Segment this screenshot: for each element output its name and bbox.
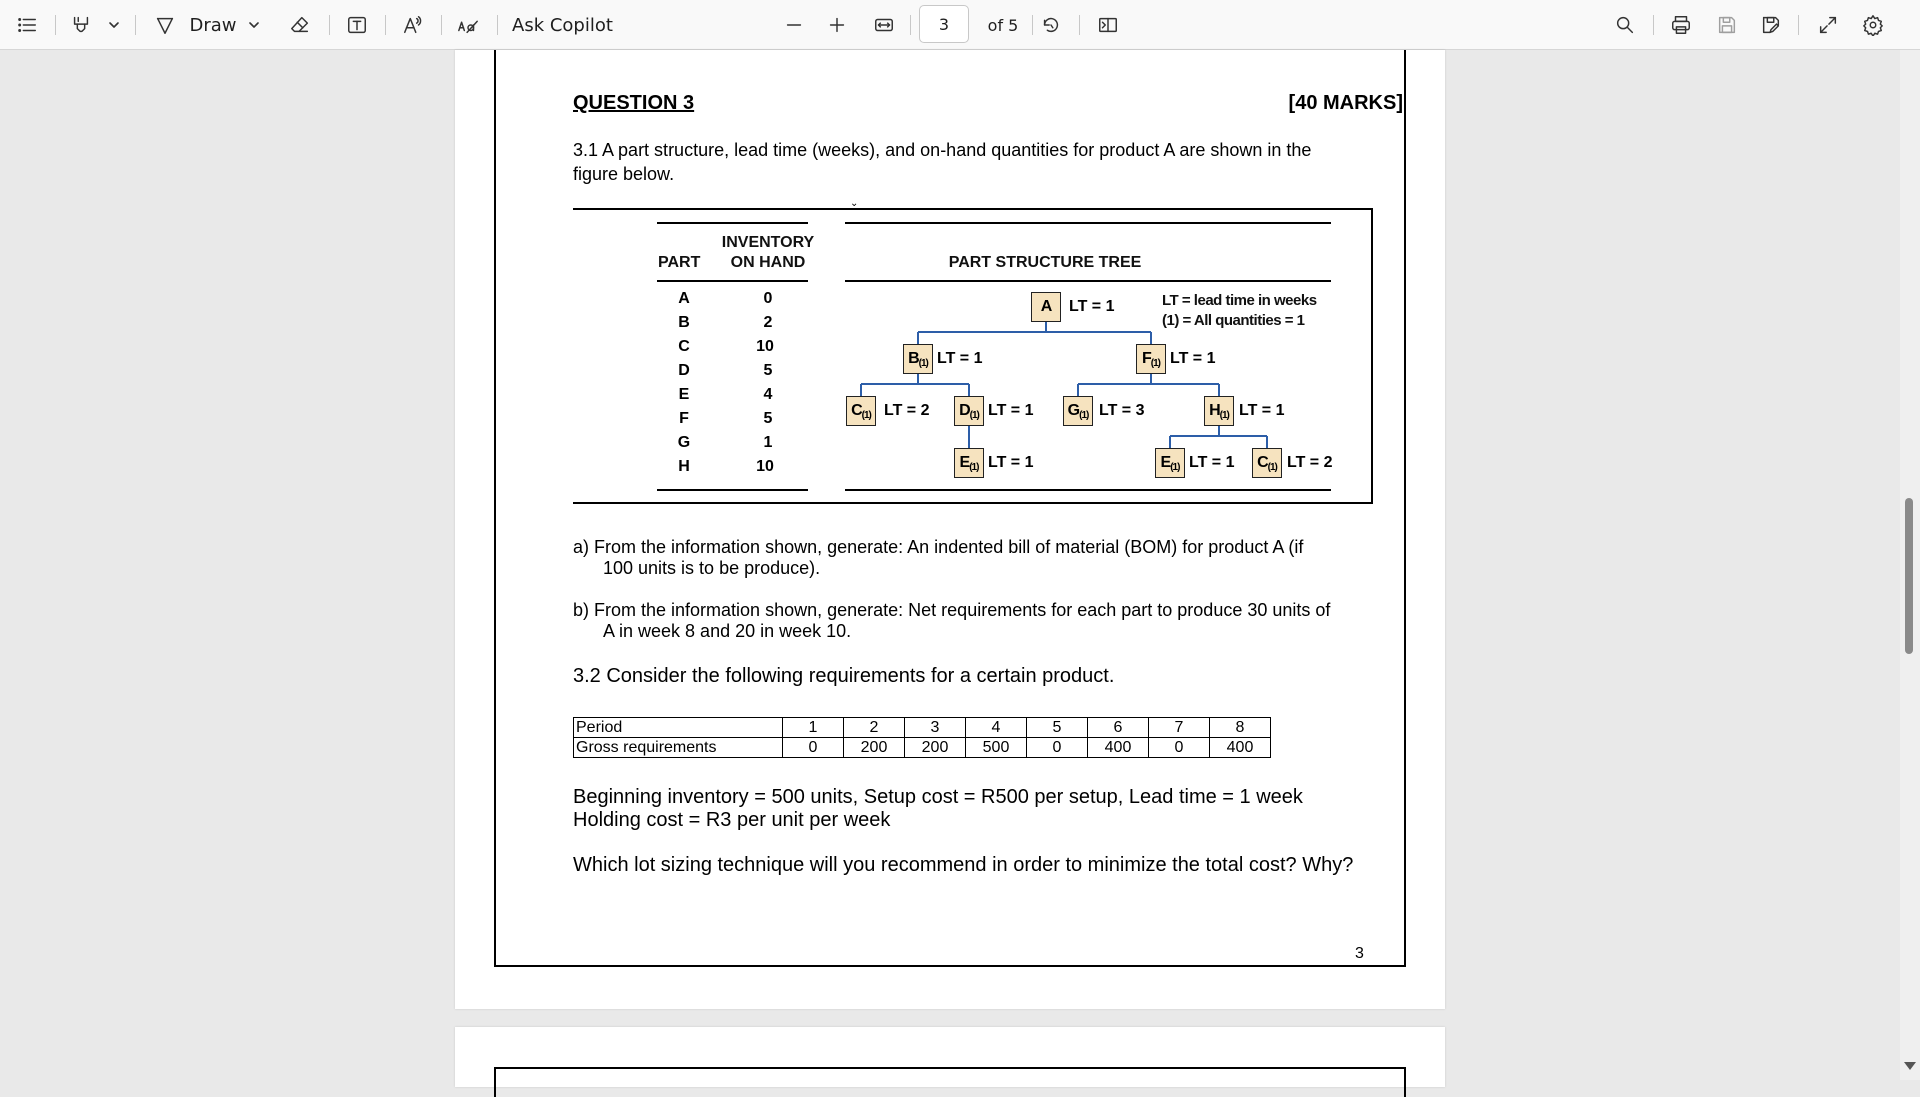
node-c-under-h-lt: LT = 2 <box>1287 454 1333 471</box>
rotate-icon[interactable] <box>1036 0 1066 50</box>
contents-menu-icon[interactable] <box>12 0 42 50</box>
on-hand-value: 5 <box>763 410 773 427</box>
on-hand-value: 1 <box>763 434 773 451</box>
settings-gear-icon[interactable] <box>1858 0 1888 50</box>
on-hand-value: 10 <box>756 338 774 355</box>
part-header: PART <box>658 254 701 271</box>
node-e-under-h: E $_{(1)}$ <box>1155 448 1185 478</box>
question-title: QUESTION 3 <box>573 92 695 114</box>
inventory-header-line1: INVENTORY <box>721 234 815 251</box>
ask-copilot-button[interactable] <box>512 0 622 50</box>
page-total <box>978 0 1028 50</box>
figure-anchor-mark: ⌄ <box>850 198 859 209</box>
cost-line-1: Beginning inventory = 500 units, Setup cost = R500 per setup, Lead time = 1 week <box>573 786 1303 808</box>
draw-pen-icon[interactable] <box>150 0 180 50</box>
inventory-header-line2: ON HAND <box>730 254 806 271</box>
zoom-in-icon[interactable] <box>822 0 852 50</box>
gross-cell: 0 <box>1027 738 1088 758</box>
period-label: Period <box>574 718 783 738</box>
part-row: G <box>677 434 691 451</box>
gross-requirements-label: Gross requirements <box>574 738 783 758</box>
question-marks: [40 MARKS] <box>1288 92 1403 114</box>
node-h: H $_{(1)}$ <box>1204 396 1234 426</box>
node-g-lt: LT = 3 <box>1099 402 1145 419</box>
node-b-lt: LT = 1 <box>937 350 983 367</box>
gross-cell: 200 <box>905 738 966 758</box>
node-c-lt: LT = 2 <box>884 402 930 419</box>
part-b-line-2: A in week 8 and 20 in week 10. <box>603 621 852 641</box>
fit-to-width-icon[interactable] <box>868 0 900 50</box>
on-hand-value: 10 <box>756 458 774 475</box>
node-e-under-h-lt: LT = 1 <box>1189 454 1235 471</box>
part-row: F <box>679 410 689 427</box>
part-structure-figure <box>573 198 1373 504</box>
node-f-lt: LT = 1 <box>1170 350 1216 367</box>
node-h-lt: LT = 1 <box>1239 402 1285 419</box>
node-c-under-h: C $_{(1)}$ <box>1252 448 1282 478</box>
node-a-lt: LT = 1 <box>1069 298 1115 315</box>
read-aloud-icon[interactable] <box>398 0 428 50</box>
add-text-icon[interactable] <box>342 0 372 50</box>
draw-options-chevron-icon[interactable] <box>244 0 264 50</box>
period-cell: 4 <box>966 718 1027 738</box>
gross-cell: 500 <box>966 738 1027 758</box>
legend-line-2: (1) = All quantities = 1 <box>1162 312 1305 329</box>
pdf-toolbar <box>0 0 1920 50</box>
intro-line-2: figure below. <box>573 164 675 184</box>
part-row: C <box>678 338 690 355</box>
node-d-lt: LT = 1 <box>988 402 1034 419</box>
save-as-icon[interactable] <box>1756 0 1786 50</box>
eraser-icon[interactable] <box>285 0 315 50</box>
scrollbar-thumb[interactable] <box>1905 498 1913 654</box>
page-total-label: of 5 <box>987 15 1019 35</box>
draw-button[interactable] <box>188 0 238 50</box>
gross-cell: 0 <box>1149 738 1210 758</box>
part-b-line-1: b) From the information shown, generate: Net requirements for each part to produce 30 units of <box>573 600 1331 620</box>
intro-line-1: 3.1 A part structure, lead time (weeks), and on-hand quantities for product A are shown in the <box>573 140 1312 160</box>
part-row: B <box>678 314 690 331</box>
page-number-input[interactable] <box>919 5 969 43</box>
page-view-icon[interactable] <box>1092 0 1124 50</box>
node-b: B $_{(1)}$ <box>903 344 933 374</box>
highlight-icon[interactable] <box>66 0 96 50</box>
requirements-table <box>573 717 1271 758</box>
period-cell: 1 <box>783 718 844 738</box>
print-icon[interactable] <box>1666 0 1696 50</box>
fullscreen-icon[interactable] <box>1813 0 1843 50</box>
gross-requirements-row <box>574 738 1271 758</box>
highlight-options-chevron-icon[interactable] <box>104 0 124 50</box>
ask-copilot-label: Ask Copilot <box>512 14 613 36</box>
on-hand-value: 5 <box>763 362 773 379</box>
part-row: D <box>678 362 690 379</box>
period-cell: 8 <box>1210 718 1271 738</box>
tree-header: PART STRUCTURE TREE <box>948 254 1142 271</box>
node-e-under-d: E $_{(1)}$ <box>954 448 984 478</box>
document-page-3 <box>455 50 1445 1009</box>
on-hand-value: 2 <box>763 314 773 331</box>
node-c: C $_{(1)}$ <box>846 396 876 426</box>
node-f: F $_{(1)}$ <box>1136 344 1166 374</box>
zoom-out-icon[interactable] <box>779 0 809 50</box>
part-a-line-2: 100 units is to be produce). <box>603 558 821 578</box>
document-page-4 <box>455 1027 1445 1087</box>
part-row: H <box>678 458 690 475</box>
period-cell: 5 <box>1027 718 1088 738</box>
on-hand-value: 4 <box>763 386 773 403</box>
node-a: A <box>1031 292 1061 322</box>
gross-cell: 400 <box>1210 738 1271 758</box>
question-line: Which lot sizing technique will you recommend in order to minimize the total cost? Why? <box>573 854 1354 876</box>
part-row: E <box>678 386 690 403</box>
node-g: G $_{(1)}$ <box>1063 396 1093 426</box>
scroll-down-arrow-icon[interactable] <box>1904 1062 1916 1070</box>
page-number: 3 <box>1355 945 1364 962</box>
period-cell: 3 <box>905 718 966 738</box>
period-row <box>574 718 1271 738</box>
on-hand-value: 0 <box>763 290 773 307</box>
save-icon[interactable] <box>1712 0 1742 50</box>
page-border <box>494 1067 1406 1097</box>
node-d: D $_{(1)}$ <box>954 396 984 426</box>
part-row: A <box>678 290 690 307</box>
legend-line-1: LT = lead time in weeks <box>1162 292 1317 309</box>
period-cell: 2 <box>844 718 905 738</box>
period-cell: 6 <box>1088 718 1149 738</box>
period-cell: 7 <box>1149 718 1210 738</box>
gross-cell: 0 <box>783 738 844 758</box>
cost-line-2: Holding cost = R3 per unit per week <box>573 809 891 831</box>
translate-icon[interactable] <box>452 0 484 50</box>
part-a-line-1: a) From the information shown, generate: An indented bill of material (BOM) for product A (if <box>573 537 1304 557</box>
search-icon[interactable] <box>1610 0 1640 50</box>
gross-cell: 200 <box>844 738 905 758</box>
vertical-scrollbar[interactable] <box>1900 50 1920 1080</box>
node-e-under-d-lt: LT = 1 <box>988 454 1034 471</box>
draw-label: Draw <box>189 14 237 36</box>
gross-cell: 400 <box>1088 738 1149 758</box>
section-3-2: 3.2 Consider the following requirements for a certain product. <box>573 665 1115 687</box>
